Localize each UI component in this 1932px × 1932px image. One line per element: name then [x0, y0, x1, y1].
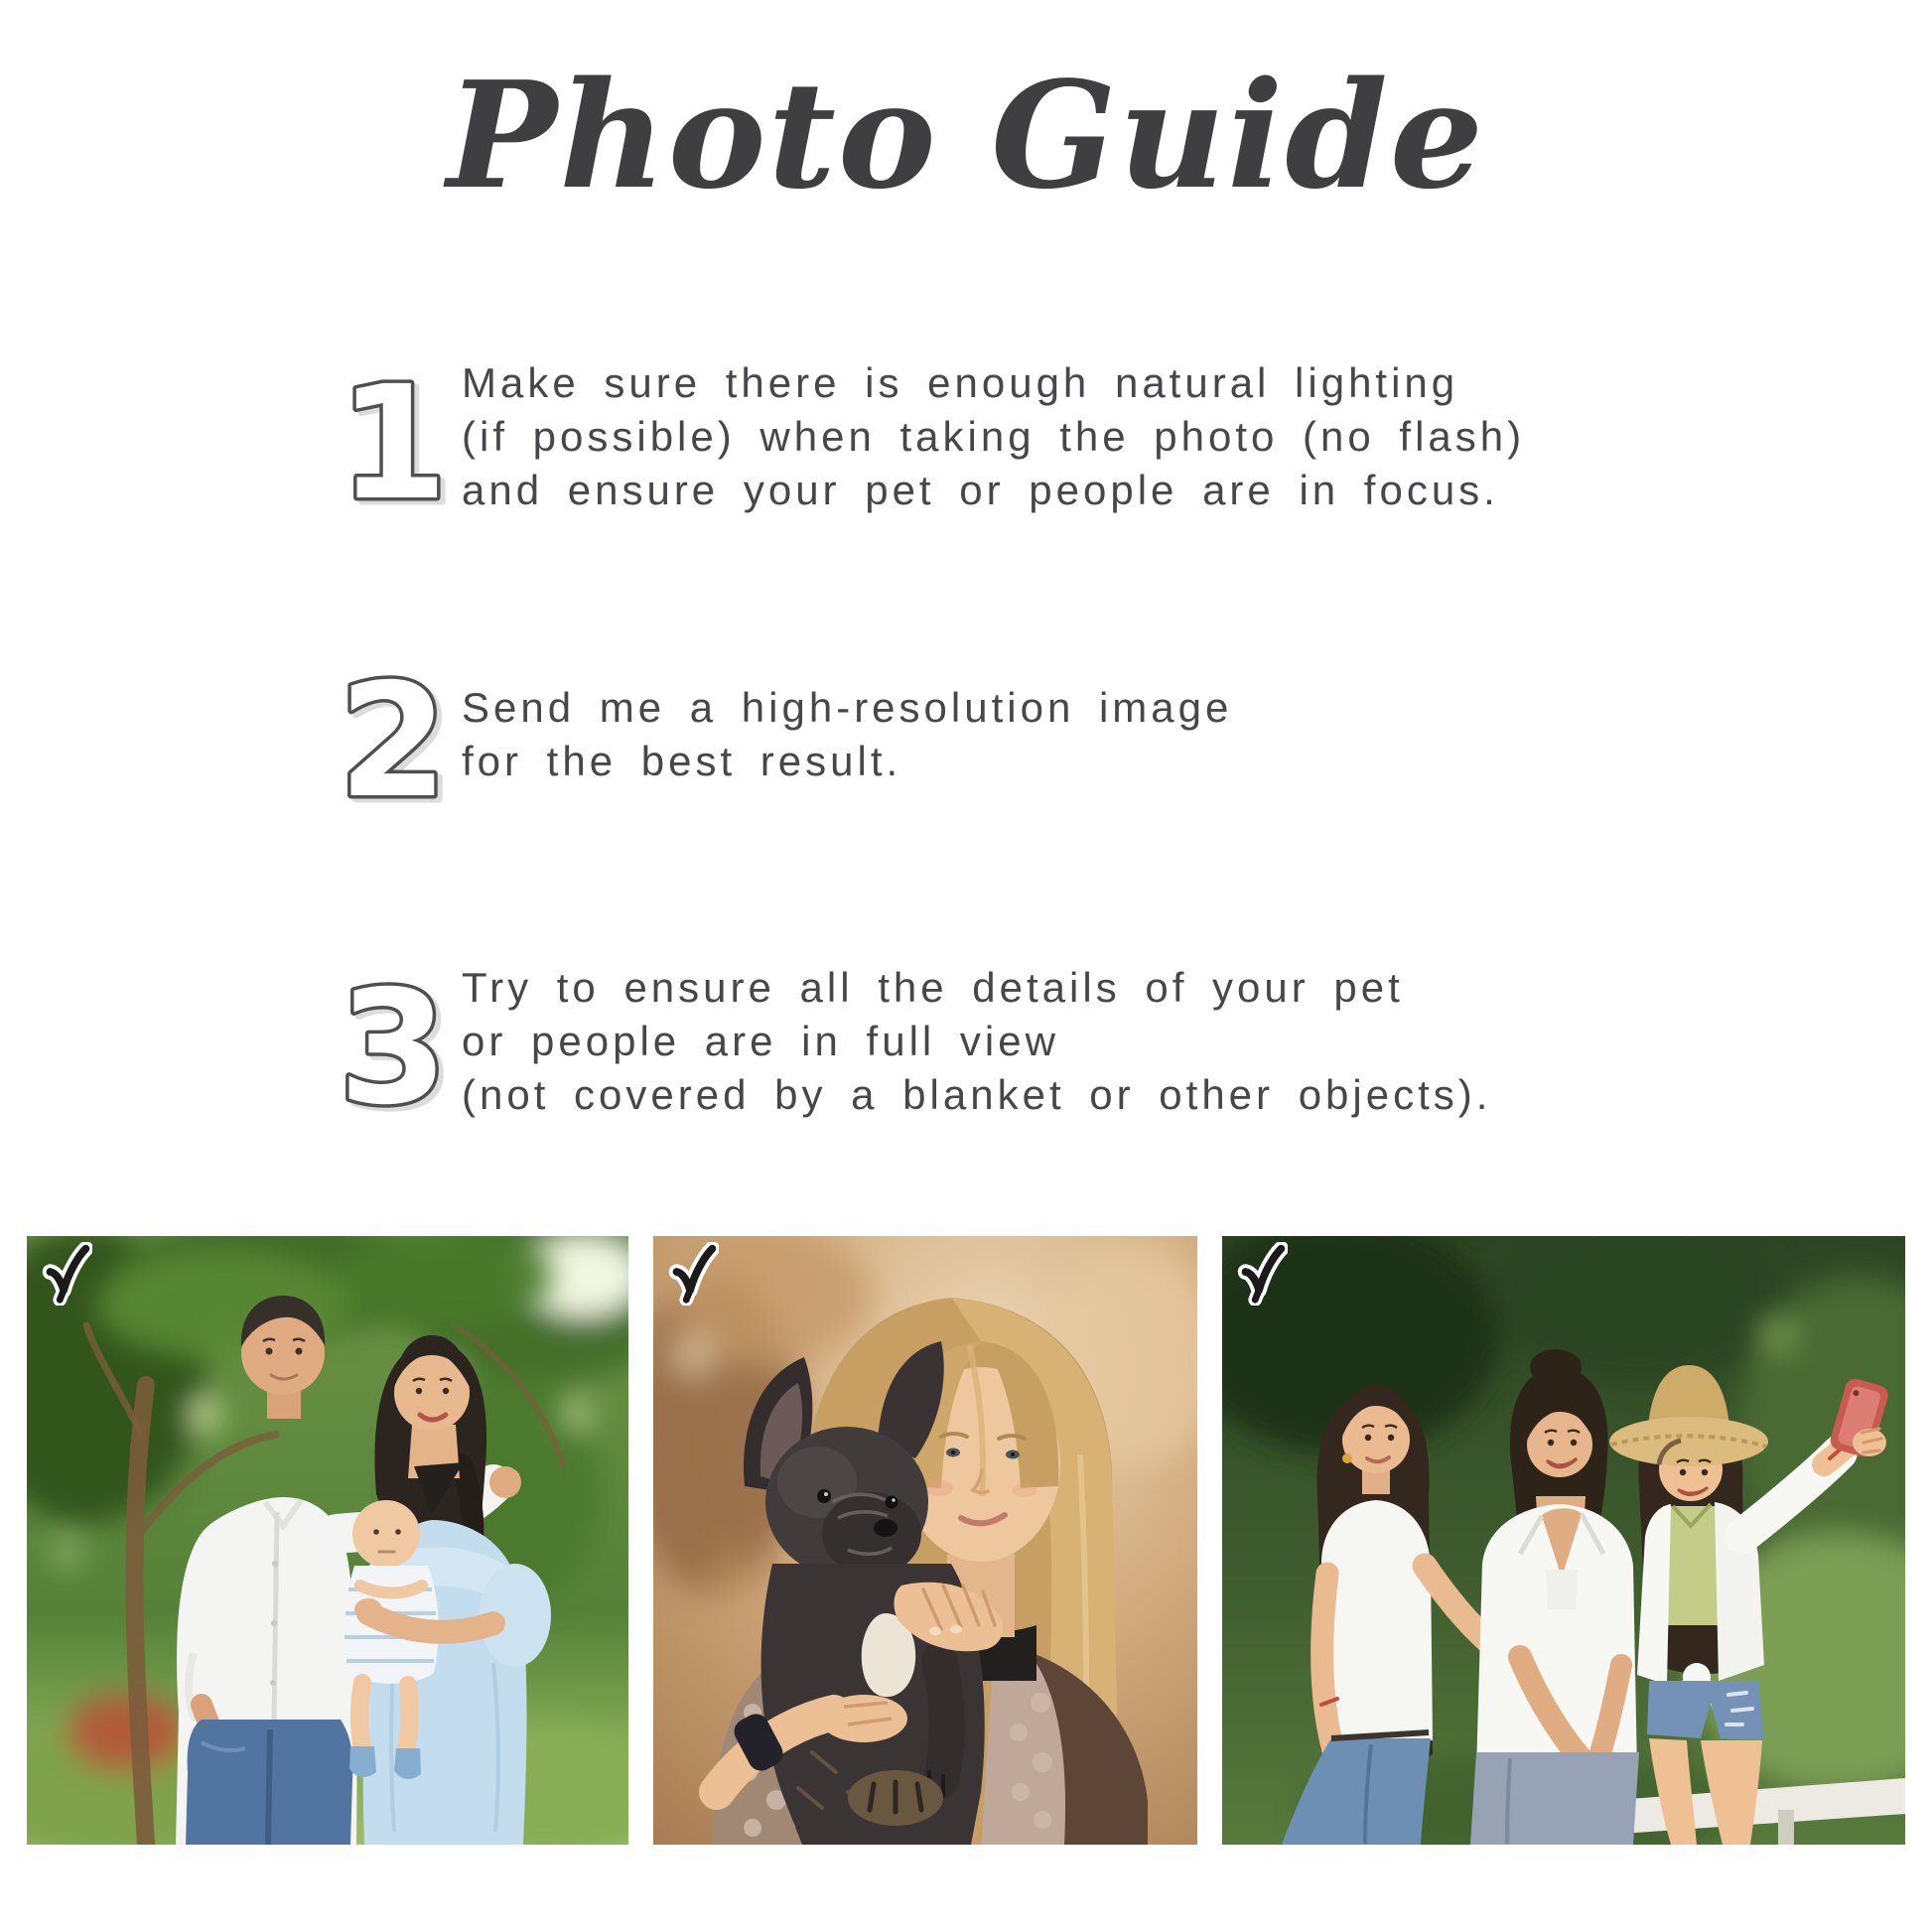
step-1	[328, 352, 1526, 535]
example-photos	[27, 1236, 1905, 1845]
step-3-text	[462, 961, 1491, 1122]
step-2-number	[328, 650, 462, 833]
photo-woman-puppy	[653, 1236, 1197, 1845]
step-3-number-text: 3	[339, 957, 448, 1140]
photo-friends-selfie	[1222, 1236, 1905, 1845]
step-1-text	[462, 356, 1525, 517]
step-1-number	[328, 352, 462, 535]
step-2-number-text: 2	[339, 650, 448, 833]
step-3-line: or people are in full view	[462, 1018, 1059, 1064]
selfie-photo-illustration	[1222, 1236, 1905, 1845]
step-2-line: for the best result.	[462, 738, 902, 784]
step-2-text	[462, 681, 1232, 788]
step-1-line: Make sure there is enough natural lighting	[462, 359, 1459, 406]
family-photo-illustration	[27, 1236, 628, 1845]
check-icon	[667, 1242, 719, 1306]
photo-family	[27, 1236, 628, 1845]
step-1-line: and ensure your pet or people are in focus.	[462, 467, 1499, 513]
page-title: Photo Guide	[446, 49, 1486, 221]
check-icon	[41, 1242, 92, 1306]
step-3-number	[328, 957, 462, 1140]
puppy-photo-illustration	[653, 1236, 1197, 1845]
step-1-line: (if possible) when taking the photo (no flash)	[462, 413, 1526, 460]
step-2-line: Send me a high-resolution image	[462, 684, 1233, 731]
step-2	[328, 650, 1233, 833]
step-3	[328, 957, 1492, 1140]
step-1-number-text: 1	[339, 352, 448, 535]
check-icon	[1236, 1242, 1288, 1306]
step-3-line: (not covered by a blanket or other objects).	[462, 1071, 1492, 1118]
step-3-line: Try to ensure all the details of your pet	[462, 964, 1404, 1011]
